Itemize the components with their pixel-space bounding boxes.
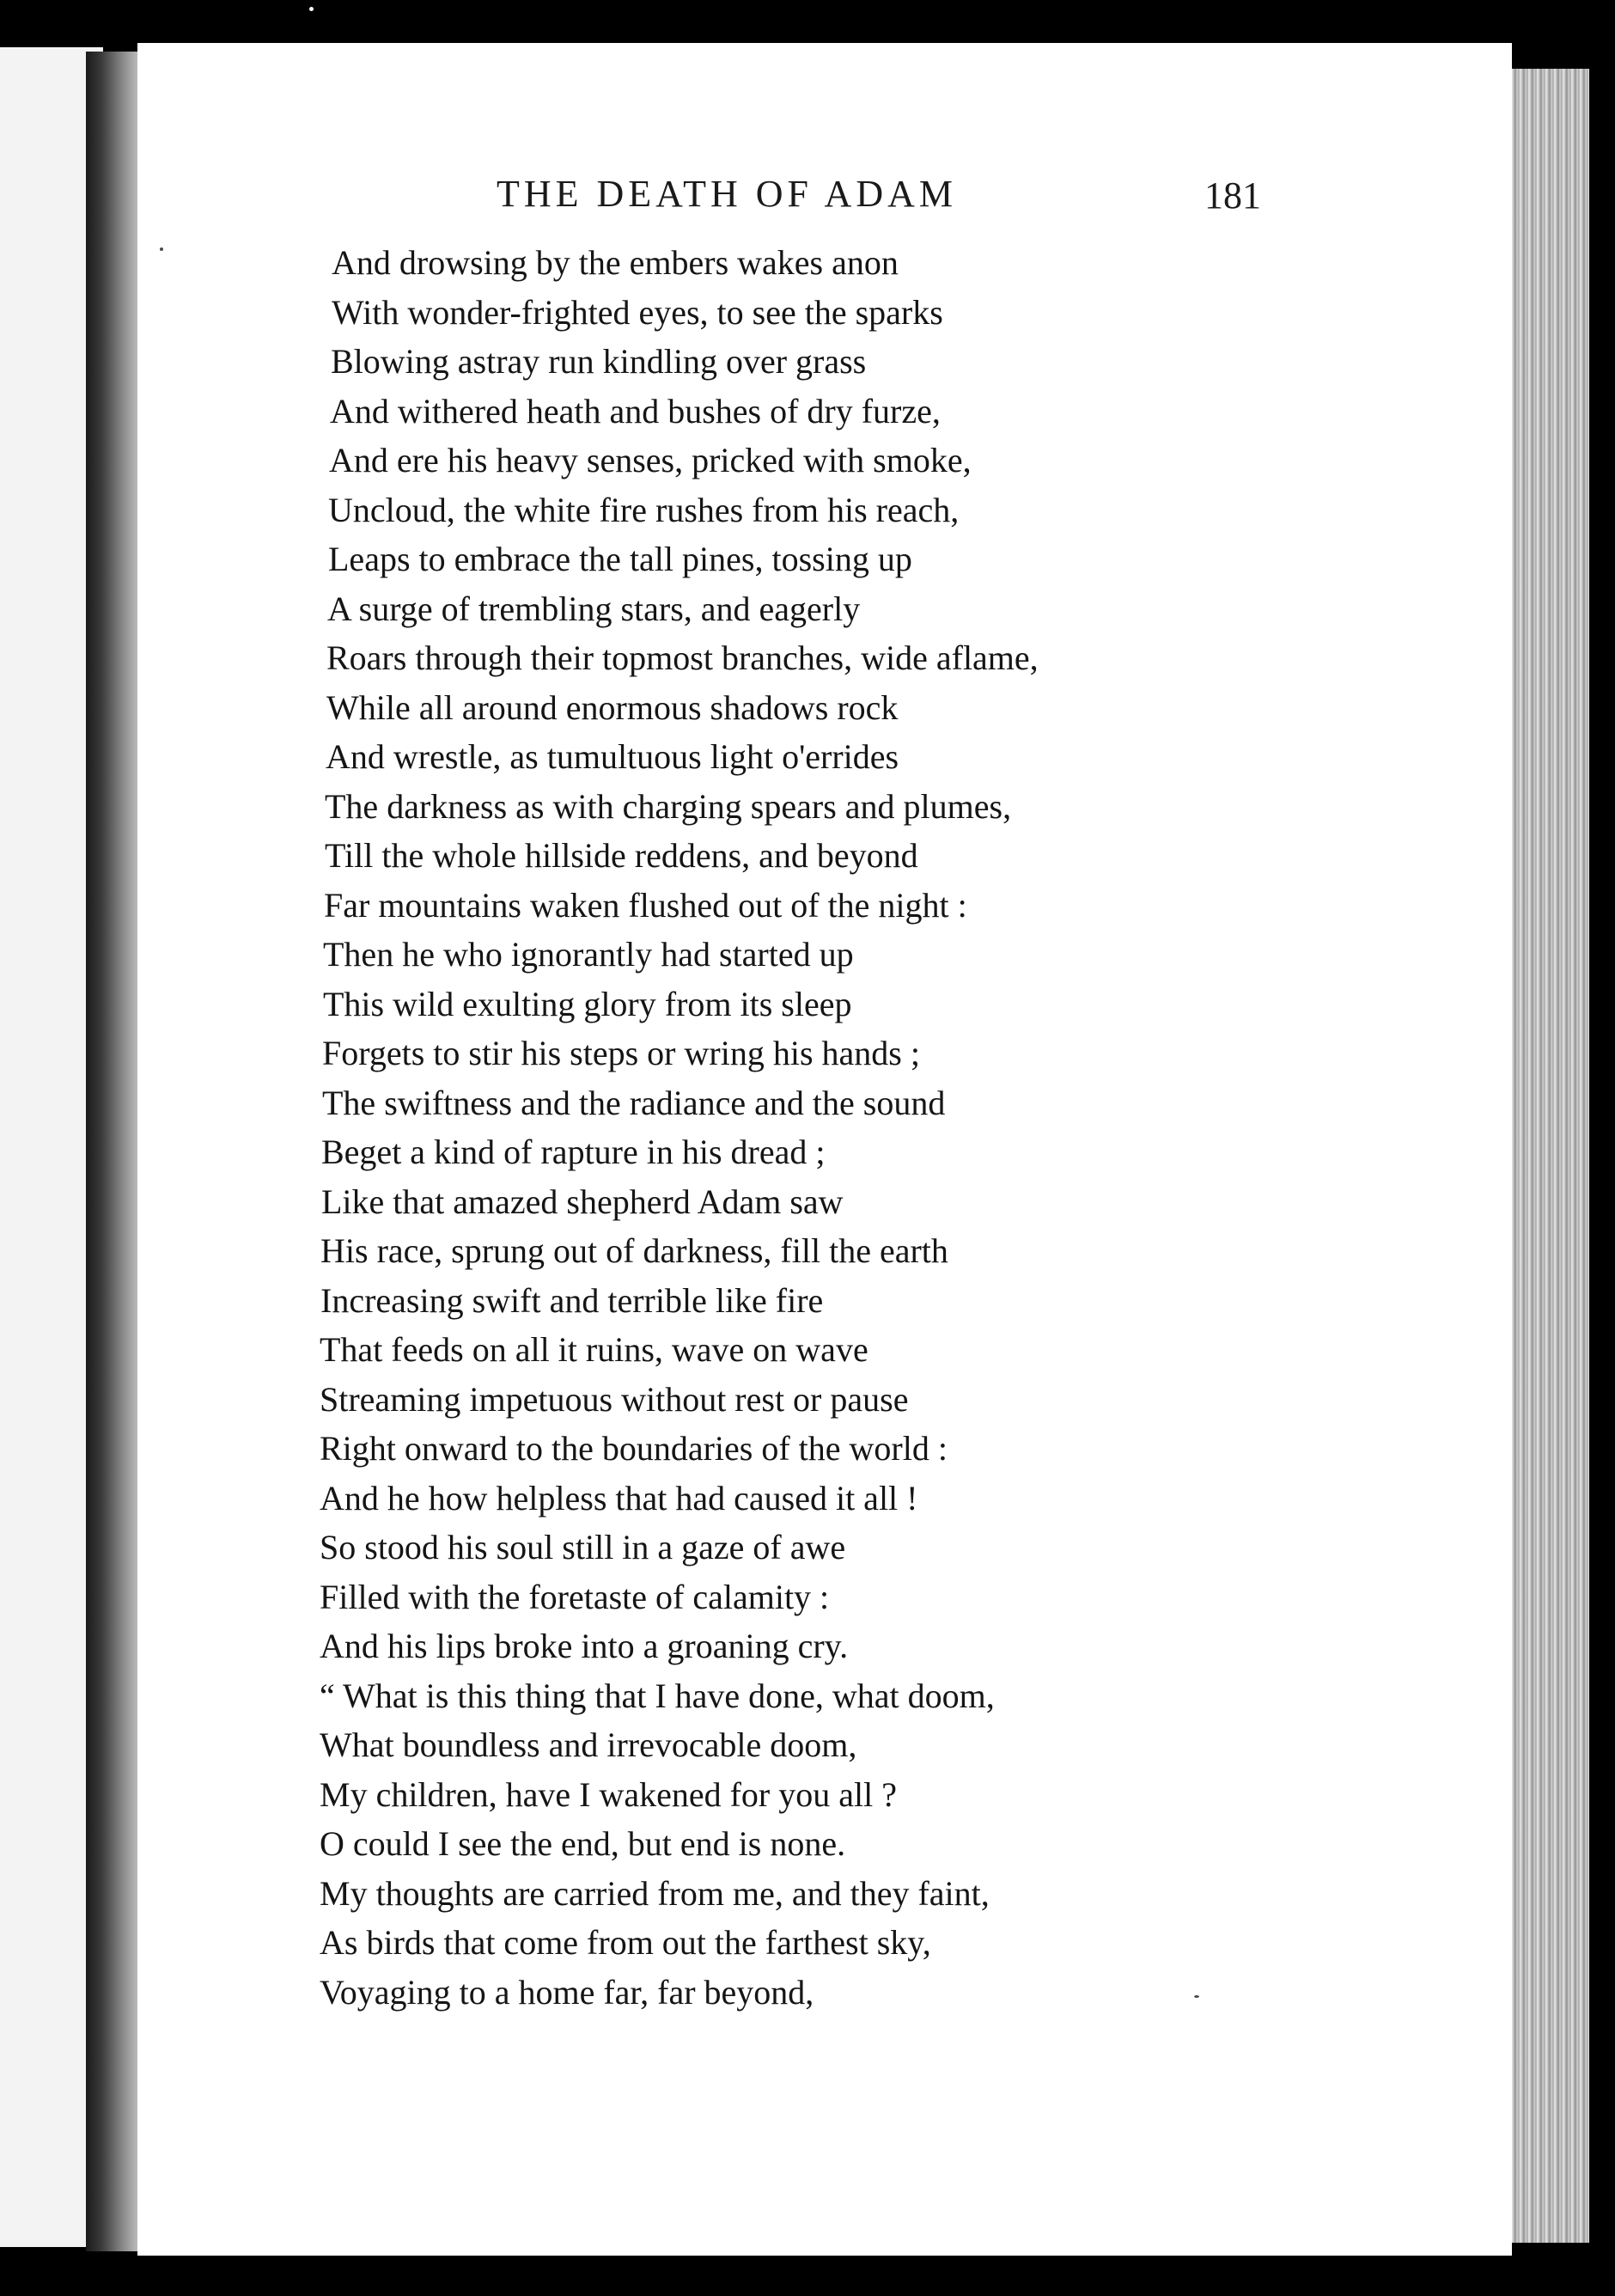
verse-line: Till the whole hillside reddens, and beyond: [325, 836, 918, 875]
verse-line: The darkness as with charging spears and plumes,: [325, 786, 1012, 826]
verse-line: As birds that come from out the farthest sky,: [320, 1923, 931, 1962]
verse-line: While all around enormous shadows rock: [326, 687, 899, 727]
verse-line: And drowsing by the embers wakes anon: [332, 243, 899, 282]
verse-line: And ere his heavy senses, pricked with smoke,: [329, 441, 972, 479]
verse-line: Blowing astray run kindling over grass: [331, 342, 867, 381]
poem-text: [320, 238, 1454, 2017]
verse-line: And withered heath and bushes of dry furze,: [330, 391, 941, 430]
verse-line: Beget a kind of rapture in his dread ;: [321, 1133, 826, 1171]
verse-line: Like that amazed shepherd Adam saw: [321, 1182, 844, 1221]
verse-line: Right onward to the boundaries of the world :: [320, 1429, 948, 1468]
verse-line: Voyaging to a home far, far beyond,: [320, 1972, 814, 2012]
verse-line: The swiftness and the radiance and the sound: [322, 1083, 946, 1122]
scan-speck: [309, 7, 314, 11]
verse-line: With wonder-frighted eyes, to see the sparks: [332, 292, 943, 332]
verse-line: Roars through their topmost branches, wide aflame,: [326, 638, 1039, 677]
verse-line: A surge of trembling stars, and eagerly: [327, 589, 861, 628]
verse-line: My thoughts are carried from me, and they faint,: [320, 1873, 990, 1913]
verse-line: So stood his soul still in a gaze of awe: [320, 1528, 846, 1566]
verse-line: And wrestle, as tumultuous light o'errides: [326, 737, 899, 776]
verse-line: “ What is this thing that I have done, what doom,: [320, 1676, 995, 1715]
verse-line: And he how helpless that had caused it all !: [320, 1478, 918, 1517]
verse-line: Filled with the foretaste of calamity :: [320, 1577, 830, 1616]
page-number: 181: [1204, 174, 1261, 217]
verse-line: My children, have I wakened for you all ?: [320, 1774, 897, 1814]
verse-line: This wild exulting glory from its sleep: [323, 984, 852, 1023]
verse-line: Streaming impetuous without rest or pause: [320, 1379, 909, 1419]
verse-line: Far mountains waken flushed out of the night :: [324, 885, 967, 925]
verse-line: Leaps to embrace the tall pines, tossing up: [328, 540, 912, 578]
verse-line: What boundless and irrevocable doom,: [320, 1725, 857, 1764]
verse-line: His race, sprung out of darkness, fill the earth: [320, 1231, 948, 1270]
scan-speck: [1194, 1995, 1199, 1998]
running-head: THE DEATH OF ADAM: [497, 173, 957, 215]
verse-line: That feeds on all it ruins, wave on wave: [320, 1330, 868, 1369]
verse-line: And his lips broke into a groaning cry.: [320, 1627, 849, 1665]
verse-line: Increasing swift and terrible like fire: [320, 1280, 824, 1320]
verse-line: Then he who ignorantly had started up: [323, 935, 854, 974]
verse-line: O could I see the end, but end is none.: [320, 1824, 846, 1863]
scan-speck: [160, 247, 163, 251]
verse-line: Forgets to stir his steps or wring his hands ;: [322, 1034, 920, 1072]
verse-line: Uncloud, the white fire rushes from his reach,: [328, 490, 960, 529]
